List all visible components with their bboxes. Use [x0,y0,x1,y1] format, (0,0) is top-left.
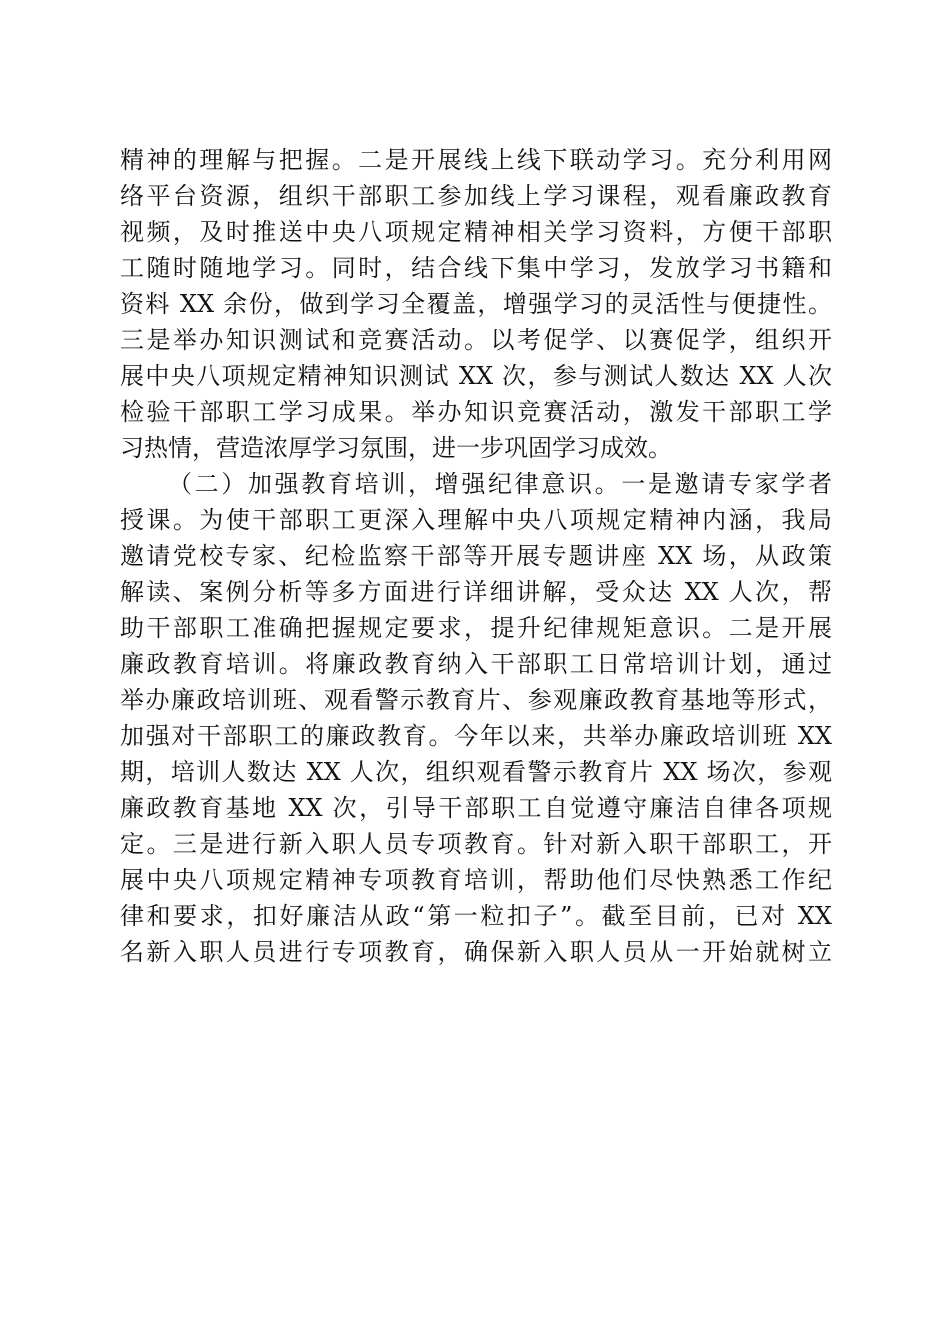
text-line-22: 律和要求，扣好廉洁从政“第一粒扣子”。截至目前，已对 XX [120,902,832,930]
text-line-11: 授课。为使干部职工更深入理解中央八项规定精神内涵，我局 [120,506,832,534]
section-heading-line: （二）加强教育培训，增强纪律意识。一是邀请专家学者 [168,470,832,498]
text-line-23: 名新入职人员进行专项教育，确保新入职人员从一开始就树立 [120,938,832,966]
text-line-14: 助干部职工准确把握规定要求，提升纪律规矩意识。二是开展 [120,614,832,642]
text-line-4: 工随时随地学习。同时，结合线下集中学习，发放学习书籍和 [120,254,832,282]
text-line-12: 邀请党校专家、纪检监察干部等开展专题讲座 XX 场，从政策 [120,542,832,570]
body-text [120,142,832,970]
text-line-5: 资料 XX 余份，做到学习全覆盖，增强学习的灵活性与便捷性。 [120,290,832,318]
text-line-19: 廉政教育基地 XX 次，引导干部职工自觉遵守廉洁自律各项规 [120,794,832,822]
text-line-20: 定。三是进行新入职人员专项教育。针对新入职干部职工，开 [120,830,832,858]
text-line-6: 三是举办知识测试和竞赛活动。以考促学、以赛促学，组织开 [120,326,832,354]
text-line-2: 络平台资源，组织干部职工参加线上学习课程，观看廉政教育 [120,182,832,210]
text-line-18: 期，培训人数达 XX 人次，组织观看警示教育片 XX 场次，参观 [120,758,832,786]
text-line-3: 视频，及时推送中央八项规定精神相关学习资料，方便干部职 [120,218,832,246]
text-line-21: 展中央八项规定精神专项教育培训，帮助他们尽快熟悉工作纪 [120,866,832,894]
text-line-17: 加强对干部职工的廉政教育。今年以来，共举办廉政培训班 XX [120,722,832,750]
text-line-16: 举办廉政培训班、观看警示教育片、参观廉政教育基地等形式， [120,686,832,714]
text-line-1: 精神的理解与把握。二是开展线上线下联动学习。充分利用网 [120,146,832,174]
text-line-8: 检验干部职工学习成果。举办知识竞赛活动，激发干部职工学 [120,398,832,426]
text-line-9: 习热情，营造浓厚学习氛围，进一步巩固学习成效。 [120,434,672,462]
text-line-7: 展中央八项规定精神知识测试 XX 次，参与测试人数达 XX 人次 [120,362,832,390]
text-line-13: 解读、案例分析等多方面进行详细讲解，受众达 XX 人次，帮 [120,578,832,606]
text-line-15: 廉政教育培训。将廉政教育纳入干部职工日常培训计划，通过 [120,650,832,678]
